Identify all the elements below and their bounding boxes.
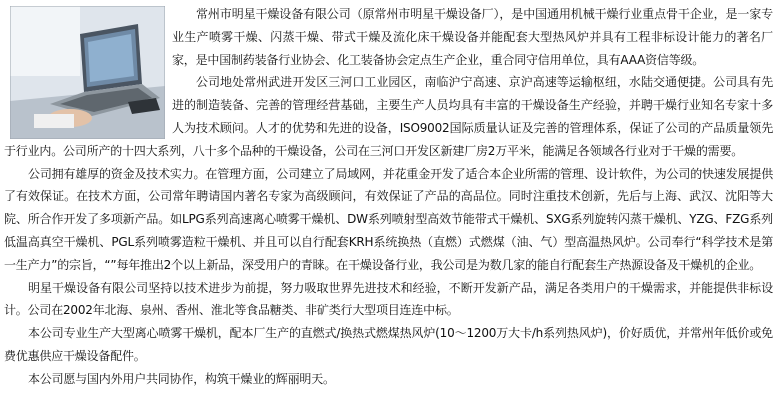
closing-paragraph: 本公司愿与国内外用户共同协作，构筑干燥业的辉丽明天。 xyxy=(28,371,335,386)
capability-paragraph: 公司拥有雄厚的资金及技术实力。在管理方面，公司建立了局域网，并花重金开发了适合本企业所需的管理、设计软件，为公司的快速发展提供了有效保证。在技术方面，公司常年聘请国内著名专家为高级顾问，有效保证了产品的高品位。同时注重技术创新，先后与上海、武汉、沈阳等大院、所合作开发了多项新产品。如LPG系列高速离心喷雾干燥机、DW系列喷射型高效节能带式干燥机、SXG系列旋转闪蒸干燥机、YZG、FZG系列低温高真空干燥机、PGL系列喷雾造粒干燥机、并且可以自行配套KRH系统换热（直燃）式燃煤（油、气）型高温热风炉。公司奉行“科学技术是第一生产力”的宗旨，“”每年推出2个以上新品，深受用户的青睐。在干燥设备行业，我公司是为数几家的能自行配套生产热源设备及干燥机的企业。 xyxy=(4,166,773,272)
technology-paragraph: 明星干燥设备有限公司坚持以技术进步为前提，努力吸取世界先进技术和经验，不断开发新产品，满足各类用户的干燥需求，并能提供非标设计。公司在2002年北海、泉州、香州、淮北等食品糖类、非矿类行大型项目连连中标。 xyxy=(4,280,773,318)
laptop-illustration xyxy=(10,6,165,139)
intro-paragraph: 常州市明星干燥设备有限公司（原常州市明星干燥设备厂），是中国通用机械干燥行业重点骨干企业，是一家专业生产喷雾干燥、闪蒸干燥、带式干燥及流化床干燥设备并能配套大型热风炉并具有工程非标设计能力的著名厂家，是中国制药装备行业协会、化工装备协会定点生产企业，重合同守信用单位，具有AAA资信等级。 xyxy=(172,7,773,67)
product-paragraph: 本公司专业生产大型离心喷雾干燥机，配本厂生产的直燃式/换热式燃煤热风炉(10～1200万大卡/h系列热风炉)，价好质优，并常州年低价或免费优惠供应干燥设备配件。 xyxy=(4,326,773,363)
company-profile-article xyxy=(4,3,773,415)
location-paragraph: 公司地处常州武进开发区三河口工业园区，南临沪宁高速、京沪高速等运输枢纽，水陆交通便捷。公司具有先进的制造装备、完善的管理经营基础，主要生产人员均具有丰富的干燥设备生产经验，并聘干燥行业知名专家十多人为技术顾问。人才的优势和先进的设备，ISO9002国际质量认证及完善的管理体系，保证了公司的产品质量领先于行业内。公司所产的十四大系列，八十多个品种的干燥设备，公司在三河口开发区新建厂房2万平米，能满足各领域各行业对于干燥的需要。 xyxy=(4,75,773,158)
office-laptop-photo xyxy=(10,6,165,139)
